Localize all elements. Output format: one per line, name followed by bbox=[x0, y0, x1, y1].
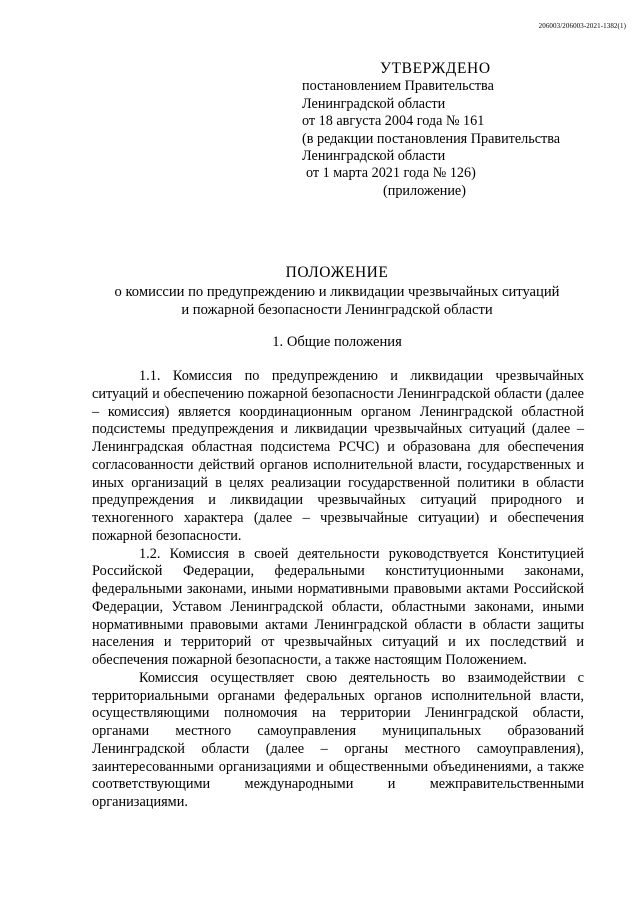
paragraph: 1.1. Комиссия по предупреждению и ликвидации чрезвычайных ситуаций и обеспечению пожарной безопасности Ленинградской области (далее – комиссия) является координационным органом Ленинградской областной подсистемы предупреждения и ликвидации чрезвычайных ситуаций (далее – Ленинградская областная подсистема РСЧС) и образована для обеспечения согласованности действий органов исполнительной власти, государственных и иных организаций в целях реализации государственной политики в области предупреждения и ликвидации чрезвычайных ситуаций природного и техногенного характера (далее – чрезвычайные ситуации) и обеспечения пожарной безопасности. bbox=[92, 368, 584, 544]
paragraph: Комиссия осуществляет свою деятельность во взаимодействии с территориальными органами федеральных органов исполнительной власти, осуществляющими полномочия на территории Ленинградской области, органами местного самоуправления муниципальных образований Ленинградской области (далее – органы местного самоуправления), заинтересованными организациями и общественными объединениями, а также соответствующими международными и межправительственными организациями. bbox=[92, 669, 584, 810]
approval-line: от 1 марта 2021 года № 126) bbox=[306, 165, 476, 182]
approval-line: от 18 августа 2004 года № 161 bbox=[302, 113, 485, 130]
approval-line: Ленинградской области bbox=[302, 148, 446, 165]
approval-line: (приложение) bbox=[383, 182, 466, 199]
approval-stamp bbox=[302, 60, 622, 200]
document-subtitle-line: о комиссии по предупреждению и ликвидации чрезвычайных ситуаций bbox=[114, 283, 560, 300]
section-title: 1. Общие положения bbox=[272, 334, 402, 350]
document-subtitle-line: и пожарной безопасности Ленинградской области bbox=[181, 302, 493, 318]
document-id: 206003/206003-2021-1382(1) bbox=[538, 22, 626, 30]
document-heading bbox=[60, 264, 614, 320]
approval-title: УТВЕРЖДЕНО bbox=[380, 60, 491, 77]
approval-line: Ленинградской области bbox=[302, 95, 446, 112]
document-title: ПОЛОЖЕНИЕ bbox=[285, 264, 389, 281]
paragraph: 1.2. Комиссия в своей деятельности руководствуется Конституцией Российской Федерации, федеральными конституционными законами, федеральными законами, иными нормативными правовыми актами Российской Федерации, Уставом Ленинградской области, областными законами, иными нормативными правовыми актами Ленинградской области в области защиты населения и территорий от чрезвычайных ситуаций и их последствий и обеспечения пожарной безопасности, а также настоящим Положением. bbox=[92, 545, 584, 668]
document-body bbox=[92, 368, 584, 812]
approval-line: (в редакции постановления Правительства bbox=[302, 130, 561, 147]
approval-line: постановлением Правительства bbox=[302, 78, 494, 95]
